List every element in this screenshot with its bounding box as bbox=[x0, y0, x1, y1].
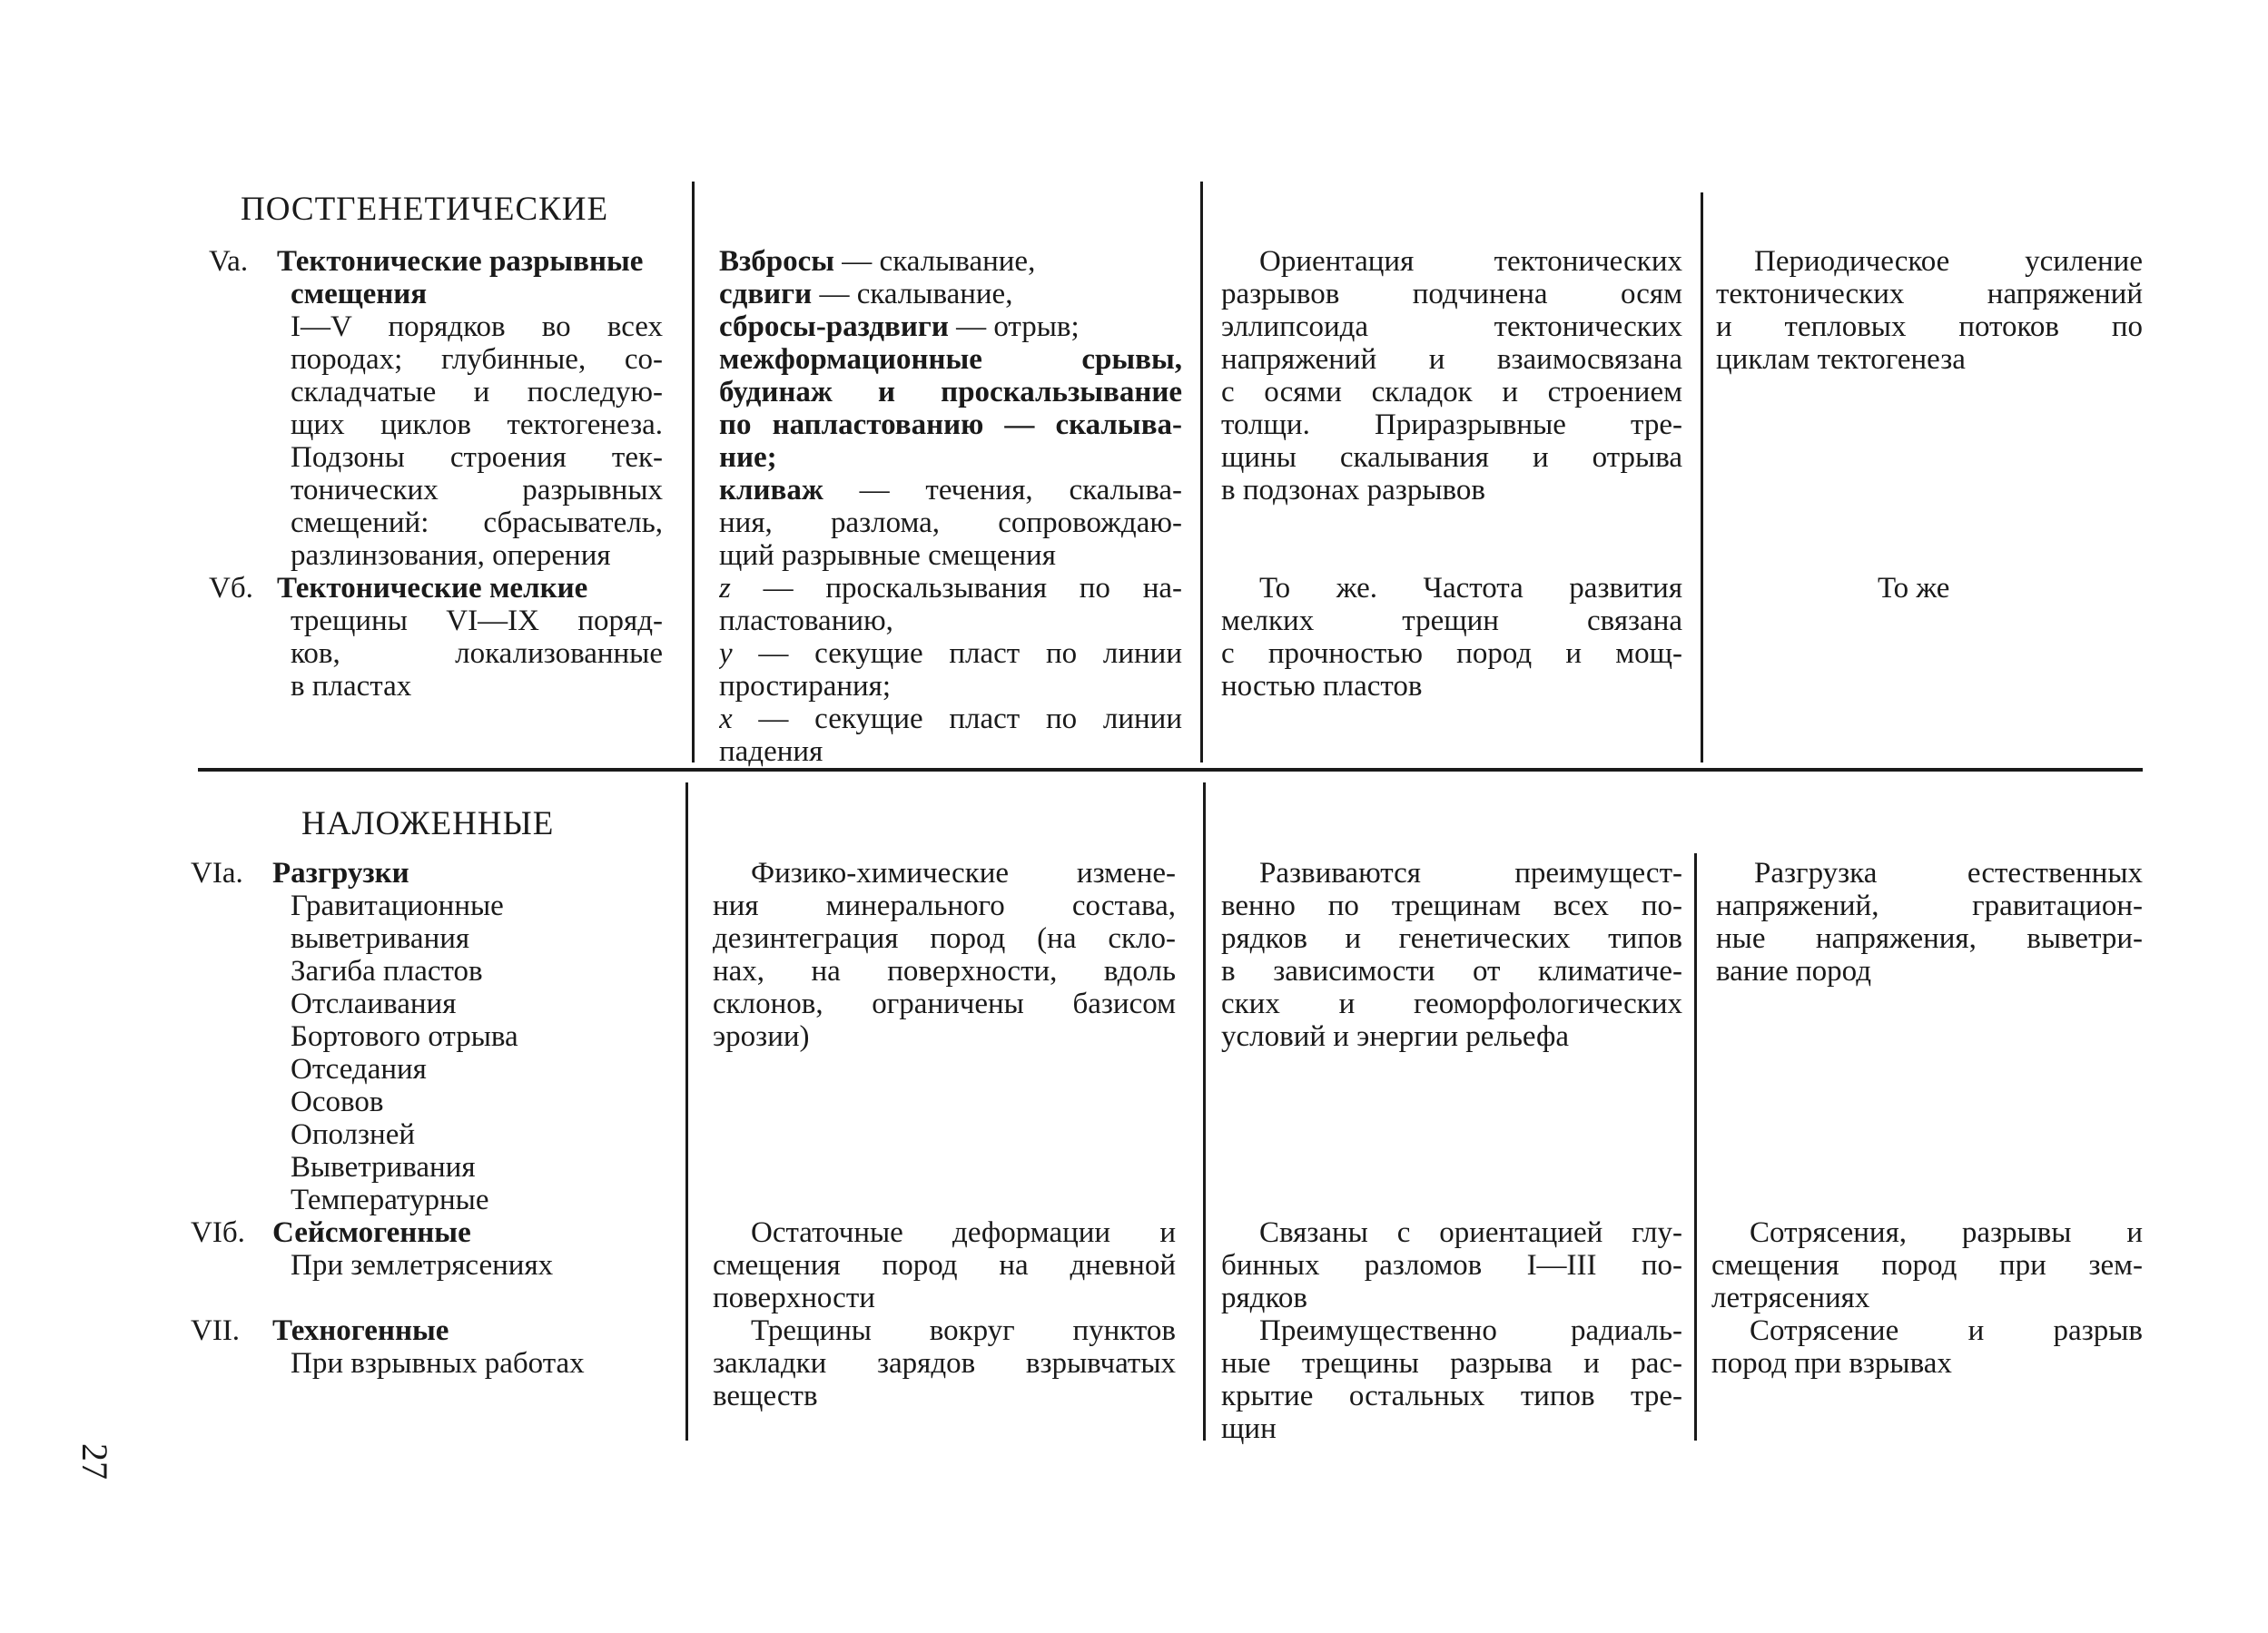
text-line: Трещины вокруг пунктов bbox=[751, 1314, 1176, 1347]
text-line: Оползней bbox=[291, 1118, 416, 1151]
text-line bbox=[719, 278, 1012, 310]
text-line: склонов, ограничены базисом bbox=[713, 988, 1176, 1020]
text-line: Осовов bbox=[291, 1086, 384, 1118]
text-line bbox=[719, 245, 1035, 278]
text-line: в пластах bbox=[291, 670, 412, 703]
text-line: условий и энергии рельефа bbox=[1221, 1020, 1569, 1053]
text-line: напряжений и взаимосвязана bbox=[1221, 343, 1682, 376]
text-line bbox=[719, 670, 891, 703]
text-line: Отслаивания bbox=[291, 988, 457, 1020]
row-title2-vb: трещины VI—IX поряд- bbox=[291, 605, 663, 637]
text-line: I—V порядков во всех bbox=[291, 310, 663, 343]
row-title-vib: Сейсмогенные bbox=[272, 1216, 471, 1249]
axis-description: простирания; bbox=[719, 670, 892, 703]
text-line: Периодическое усиление bbox=[1754, 245, 2143, 278]
text-line bbox=[719, 310, 1080, 343]
text-line bbox=[719, 735, 823, 768]
text-line: тектонических напряжений bbox=[1716, 278, 2143, 310]
text-line: ные напряжения, выветри- bbox=[1716, 922, 2143, 955]
text-line bbox=[719, 474, 1182, 507]
row-description-vii: При взрывных работах bbox=[291, 1347, 585, 1380]
term-description: ния, разлома, сопровождаю- bbox=[719, 507, 1182, 539]
term-description: — течения, скалыва- bbox=[823, 474, 1182, 507]
text-line bbox=[719, 441, 1182, 474]
text-line: поверхности bbox=[713, 1282, 875, 1314]
row-label-vii: VII. bbox=[191, 1314, 241, 1347]
column-divider bbox=[692, 182, 695, 762]
term-description: — скалывание, bbox=[812, 278, 1013, 310]
column-divider bbox=[685, 782, 688, 1441]
text-line bbox=[719, 637, 1182, 670]
axis-description: — секущие пласт по линии bbox=[732, 637, 1182, 670]
axis-symbol: y bbox=[719, 637, 733, 670]
text-line bbox=[719, 408, 1182, 441]
text-line bbox=[719, 507, 1182, 539]
page-number: 27 bbox=[74, 1443, 115, 1480]
text-line bbox=[719, 605, 893, 637]
text-line: толщи. Приразрывные тре- bbox=[1221, 408, 1682, 441]
text-line: щих циклов тектогенеза. bbox=[291, 408, 663, 441]
text-line: в подзонах разрывов bbox=[1221, 474, 1485, 507]
text-line: Выветривания bbox=[291, 1151, 476, 1184]
text-line: Развиваются преимущест- bbox=[1259, 857, 1682, 890]
text-line: крытие остальных типов тре- bbox=[1221, 1380, 1682, 1412]
text-line: вание пород bbox=[1716, 955, 1872, 988]
cell-conditions-vb: То же bbox=[1878, 572, 1950, 605]
text-line: щины скалывания и отрыва bbox=[1221, 441, 1682, 474]
term: Взбросы bbox=[719, 245, 835, 278]
text-line: складчатые и последую- bbox=[291, 376, 663, 408]
term: межформационные срывы, bbox=[719, 343, 1182, 376]
axis-description: падения bbox=[719, 735, 823, 768]
section-heading-postgenetic: ПОСТГЕНЕТИЧЕСКИЕ bbox=[241, 191, 609, 228]
section-heading-superimposed: НАЛОЖЕННЫЕ bbox=[301, 805, 555, 842]
text-line: щин bbox=[1221, 1412, 1277, 1445]
text-line: смещений: сбрасыватель, bbox=[291, 507, 663, 539]
text-line bbox=[719, 539, 1056, 572]
axis-description: — проскальзывания по на- bbox=[730, 572, 1182, 605]
text-line bbox=[719, 376, 1182, 408]
text-line: летрясениях bbox=[1711, 1282, 1870, 1314]
row-title-vb: Тектонические мелкие bbox=[277, 572, 588, 605]
row-title-vii: Техногенные bbox=[272, 1314, 449, 1347]
row-title-va: Тектонические разрывные bbox=[277, 245, 644, 278]
text-line: Ориентация тектонических bbox=[1259, 245, 1682, 278]
row-label-vib: VIб. bbox=[191, 1216, 245, 1249]
text-line: тонических разрывных bbox=[291, 474, 663, 507]
row-title2-va: смещения bbox=[291, 278, 428, 310]
text-line: ков, локализованные bbox=[291, 637, 663, 670]
axis-symbol: x bbox=[719, 703, 733, 735]
text-line: разлинзования, оперения bbox=[291, 539, 611, 572]
text-line: Сотрясения, разрывы и bbox=[1750, 1216, 2143, 1249]
term: будинаж и проскальзывание bbox=[719, 376, 1182, 408]
text-line: эллипсоида тектонических bbox=[1221, 310, 1682, 343]
text-line: закладки зарядов взрывчатых bbox=[713, 1347, 1176, 1380]
text-line: ния минерального состава, bbox=[713, 890, 1176, 922]
text-line: ских и геоморфологических bbox=[1221, 988, 1682, 1020]
text-line: ные трещины разрыва и рас- bbox=[1221, 1347, 1682, 1380]
text-line: веществ bbox=[713, 1380, 818, 1412]
text-line: дезинтеграция пород (на скло- bbox=[713, 922, 1176, 955]
text-line: Остаточные деформации и bbox=[751, 1216, 1176, 1249]
text-line: Разгрузка естественных bbox=[1754, 857, 2143, 890]
axis-description: — секущие пласт по линии bbox=[732, 703, 1182, 735]
row-label-via: VIа. bbox=[191, 857, 243, 890]
text-line: Бортового отрыва bbox=[291, 1020, 518, 1053]
text-line: Физико-химические измене- bbox=[751, 857, 1176, 890]
section-divider bbox=[198, 768, 2143, 772]
text-line: рядков и генетических типов bbox=[1221, 922, 1682, 955]
text-line: Преимущественно радиаль- bbox=[1259, 1314, 1682, 1347]
text-line: породах; глубинные, со- bbox=[291, 343, 663, 376]
column-divider bbox=[1200, 182, 1203, 762]
text-line: Отседания bbox=[291, 1053, 427, 1086]
text-line: Гравитационные bbox=[291, 890, 504, 922]
text-line: с осями складок и строением bbox=[1221, 376, 1682, 408]
row-label-va: Va. bbox=[209, 245, 249, 278]
term-description: — отрыв; bbox=[948, 310, 1080, 343]
text-line: пород при взрывах bbox=[1711, 1347, 1952, 1380]
text-line: и тепловых потоков по bbox=[1716, 310, 2143, 343]
text-line: смещения пород на дневной bbox=[713, 1249, 1176, 1282]
text-line: ностью пластов bbox=[1221, 670, 1423, 703]
column-divider bbox=[1701, 192, 1703, 762]
text-line: смещения пород при зем- bbox=[1711, 1249, 2143, 1282]
text-line: Сотрясение и разрыв bbox=[1750, 1314, 2143, 1347]
axis-symbol: z bbox=[719, 572, 731, 605]
text-line: бинных разломов I—III по- bbox=[1221, 1249, 1682, 1282]
row-description-vib: При землетрясениях bbox=[291, 1249, 554, 1282]
text-line: мелких трещин связана bbox=[1221, 605, 1682, 637]
row-title-via: Разгрузки bbox=[272, 857, 409, 890]
text-line bbox=[719, 572, 1182, 605]
column-divider bbox=[1203, 782, 1206, 1441]
text-line bbox=[719, 703, 1182, 735]
text-line: напряжений, гравитацион- bbox=[1716, 890, 2143, 922]
text-line bbox=[719, 343, 1182, 376]
term: ние; bbox=[719, 441, 777, 474]
text-line: эрозии) bbox=[713, 1020, 810, 1053]
text-line: Связаны с ориентацией глу- bbox=[1259, 1216, 1682, 1249]
term-description: щий разрывные смещения bbox=[719, 539, 1056, 572]
text-line: разрывов подчинена осям bbox=[1221, 278, 1682, 310]
term-description: — скалывание, bbox=[834, 245, 1036, 278]
term: кливаж bbox=[719, 474, 823, 507]
text-line: нах, на поверхности, вдоль bbox=[713, 955, 1176, 988]
text-line: Подзоны строения тек- bbox=[291, 441, 663, 474]
axis-description: пластованию, bbox=[719, 605, 893, 637]
text-line: Загиба пластов bbox=[291, 955, 483, 988]
text-line: То же. Частота развития bbox=[1259, 572, 1682, 605]
column-divider bbox=[1694, 853, 1697, 1441]
row-label-vb: Vб. bbox=[209, 572, 253, 605]
term: сбросы-раздвиги bbox=[719, 310, 949, 343]
text-line: рядков bbox=[1221, 1282, 1307, 1314]
term: по напластованию — скалыва- bbox=[719, 408, 1182, 441]
term: сдвиги bbox=[719, 278, 813, 310]
text-line: в зависимости от климатиче- bbox=[1221, 955, 1682, 988]
text-line: выветривания bbox=[291, 922, 470, 955]
text-line: венно по трещинам всех по- bbox=[1221, 890, 1682, 922]
text-line: циклам тектогенеза bbox=[1716, 343, 1966, 376]
text-line: с прочностью пород и мощ- bbox=[1221, 637, 1682, 670]
text-line: Температурные bbox=[291, 1184, 489, 1216]
